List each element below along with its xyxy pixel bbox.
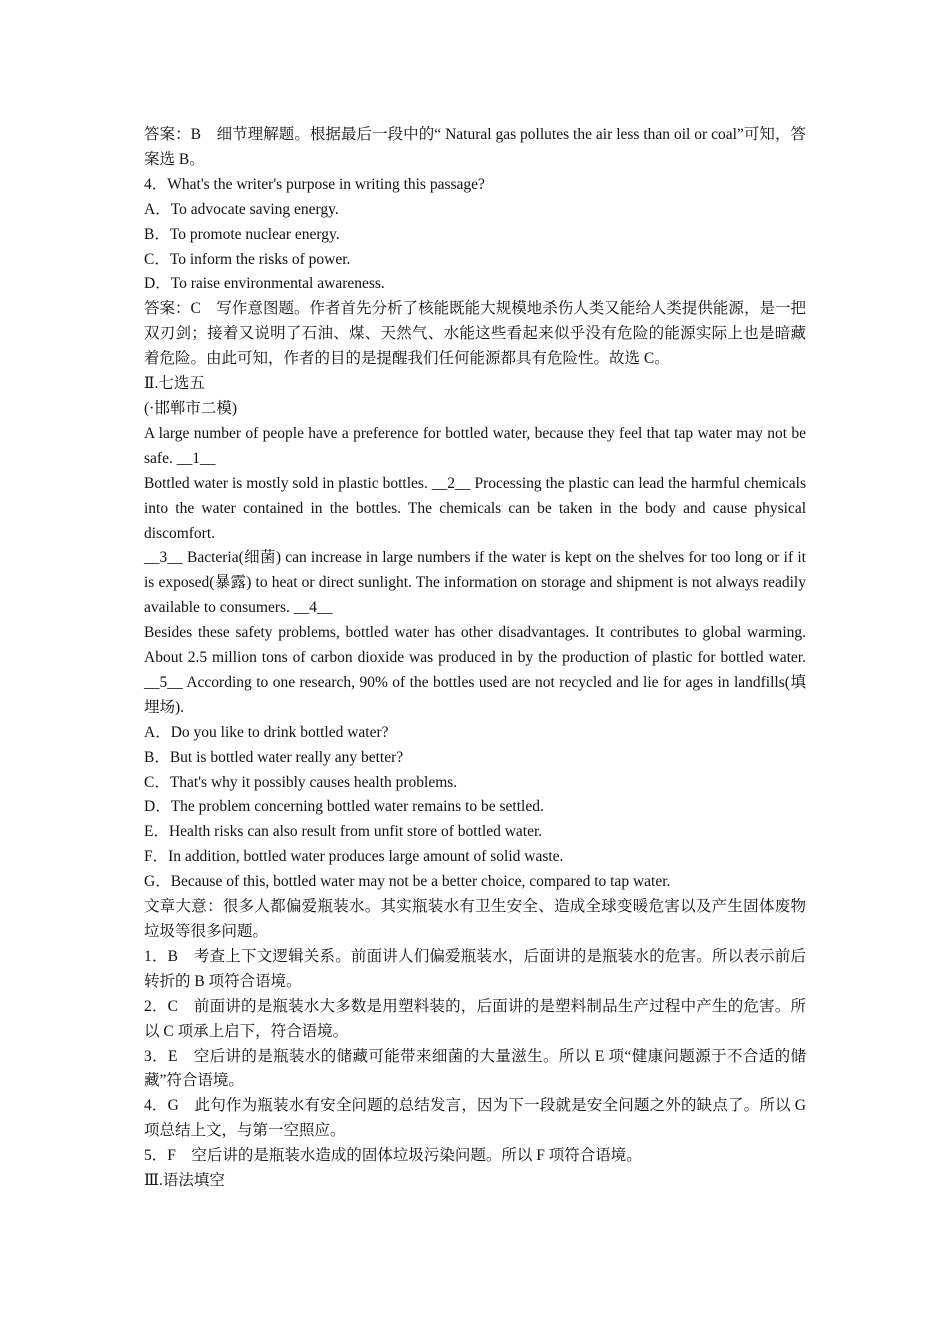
choice-option-g: G．Because of this, bottled water may not be a better choice, compared to tap water. <box>144 873 671 891</box>
question-4-option-c: C．To inform the risks of power. <box>144 250 351 268</box>
question-4-option-b: B．To promote nuclear energy. <box>144 225 340 243</box>
choice-option-f: F．In addition, bottled water produces large amount of solid waste. <box>144 848 564 866</box>
question-4-option-a: A．To advocate saving energy. <box>144 200 339 218</box>
choice-option-c: C．That's why it possibly causes health problems. <box>144 773 458 791</box>
answer-4-explanation: 答案：C 写作意图题。作者首先分析了核能既能大规模地杀伤人类又能给人类提供能源，是一把双刃剑；接着又说明了石油、煤、天然气、水能这些看起来似乎没有危险的能源实际上也是暗藏着危险。由此可知，作者的目的是提醒我们任何能源都具有危险性。故选 C。 <box>144 300 806 368</box>
passage-paragraph-3: __3__ Bacteria(细菌) can increase in large numbers if the water is kept on the shelves for too long or if it is exposed(暴露) to heat or direct sunlight. The information on storage and shipment is not always readily available to consumers. __4__ <box>144 549 806 617</box>
choice-option-e: E．Health risks can also result from unfit store of bottled water. <box>144 823 543 841</box>
explanation-4: 4．G 此句作为瓶装水有安全问题的总结发言，因为下一段就是安全问题之外的缺点了。所以 G 项总结上文，与第一空照应。 <box>144 1097 806 1140</box>
choice-option-b: B．But is bottled water really any better? <box>144 748 404 766</box>
passage-paragraph-4: Besides these safety problems, bottled water has other disadvantages. It contributes to global warming. About 2.5 million tons of carbon dioxide was produced in by the production of plastic for bottled water. __5__ According to one research, 90% of the bottles used are not recycled and lie for ages in landfills(填埋场). <box>144 624 806 716</box>
document-page <box>144 123 806 1194</box>
question-4: 4．What's the writer's purpose in writing this passage? <box>144 175 485 193</box>
choice-option-a: A．Do you like to drink bottled water? <box>144 723 389 741</box>
section-3-heading: Ⅲ.语法填空 <box>144 1172 225 1190</box>
passage-paragraph-1: A large number of people have a preference for bottled water, because they feel that tap water may not be safe. __1__ <box>144 424 806 467</box>
explanation-1: 1．B 考查上下文逻辑关系。前面讲人们偏爱瓶装水，后面讲的是瓶装水的危害。所以表示前后转折的 B 项符合语境。 <box>144 947 806 990</box>
section-2-heading: Ⅱ.七选五 <box>144 375 205 393</box>
explanation-2: 2．C 前面讲的是瓶装水大多数是用塑料装的，后面讲的是塑料制品生产过程中产生的危害。所以 C 项承上启下，符合语境。 <box>144 997 806 1040</box>
question-4-option-d: D．To raise environmental awareness. <box>144 275 385 293</box>
passage-paragraph-2: Bottled water is mostly sold in plastic bottles. __2__ Processing the plastic can lead the harmful chemicals into the water contained in the bottles. The chemicals can be taken in the body and cause physical discomfort. <box>144 474 806 542</box>
passage-summary: 文章大意：很多人都偏爱瓶装水。其实瓶装水有卫生安全、造成全球变暖危害以及产生固体废物垃圾等很多问题。 <box>144 898 806 940</box>
answer-3-explanation: 答案：B 细节理解题。根据最后一段中的“ Natural gas pollutes the air less than oil or coal”可知，答案选 B。 <box>144 126 806 168</box>
choice-option-d: D．The problem concerning bottled water remains to be settled. <box>144 798 544 816</box>
explanation-5: 5．F 空后讲的是瓶装水造成的固体垃圾污染问题。所以 F 项符合语境。 <box>144 1147 642 1165</box>
explanation-3: 3．E 空后讲的是瓶装水的储藏可能带来细菌的大量滋生。所以 E 项“健康问题源于不合适的储藏”符合语境。 <box>144 1047 806 1090</box>
section-2-source: (·邯郸市二模) <box>144 399 237 417</box>
